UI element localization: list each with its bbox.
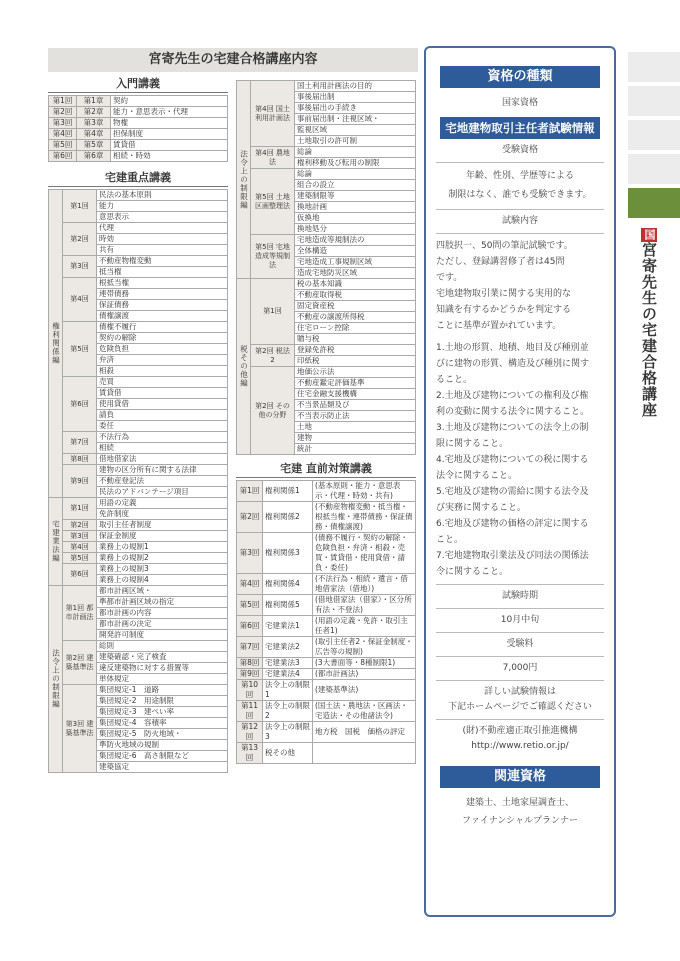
lesson-no: 第7回 <box>63 432 97 454</box>
lesson-detail: (用語の定義・免許・取引主任者1) <box>313 616 416 637</box>
topic: 弁済 <box>97 355 228 366</box>
lesson-no: 第3回 <box>49 118 77 129</box>
topic: 事後届出制 <box>295 92 416 103</box>
text-line: 限に関すること。 <box>436 439 509 449</box>
lesson-no: 第2回 建築基準法 <box>63 641 97 685</box>
text-line: ること。 <box>436 375 473 385</box>
side-strip-1 <box>628 52 680 82</box>
topic: 契約の解除 <box>97 333 228 344</box>
table-row <box>49 454 228 465</box>
table-row <box>49 542 228 553</box>
lesson-topic: 税その他 <box>263 743 313 764</box>
topic: 請負 <box>97 410 228 421</box>
topic: 免許制度 <box>97 509 228 520</box>
divider <box>436 584 604 585</box>
lesson-topic: 法令上の制限3 <box>263 722 313 743</box>
topic: 使用貸借 <box>97 399 228 410</box>
text-line: 知識を有するかどうかを判定する <box>436 305 572 315</box>
topic: 共有 <box>97 245 228 256</box>
table-row <box>49 151 228 162</box>
chapter-no: 第2章 <box>77 107 111 118</box>
chapter-no: 第3章 <box>77 118 111 129</box>
lesson-topic: 権利関係4 <box>263 574 313 595</box>
focus-title: 宅建重点講義 <box>48 170 228 187</box>
lesson-no: 第6回 <box>63 377 97 432</box>
topic: 準都市計画区域の指定 <box>97 597 228 608</box>
topic: 用語の定義 <box>97 498 228 509</box>
chapter-no: 第4章 <box>77 129 111 140</box>
text-line: 詳しい試験情報は <box>483 687 556 697</box>
topic: 集団規定-5 防火地域・ <box>97 729 228 740</box>
topic: 換地処分 <box>295 224 416 235</box>
table-row <box>237 574 416 595</box>
lesson-detail: (不動産物権変動・抵当権・根抵当権・連帯債務・保証債務・債権譲渡) <box>313 502 416 533</box>
topic: 総論 <box>295 147 416 158</box>
table-row <box>49 129 228 140</box>
topic: 統計 <box>295 444 416 455</box>
chapter-no: 第5章 <box>77 140 111 151</box>
lesson-topic: 権利関係3 <box>263 533 313 574</box>
lesson-detail: (債務不履行・契約の解除・危険負担・弁済・相殺・売買・賃貸借・使用貸借・請負・委任) <box>313 533 416 574</box>
topic: 集団規定-6 高さ制限など <box>97 751 228 762</box>
topic: 保証債務 <box>97 300 228 311</box>
intro-table <box>48 95 228 162</box>
table-row <box>49 377 228 388</box>
topic: 宅地造成工事規制区域 <box>295 257 416 268</box>
lesson-no: 第8回 <box>237 658 263 669</box>
topic: 委任 <box>97 421 228 432</box>
table-row <box>237 595 416 616</box>
lesson-no: 第10回 <box>237 680 263 701</box>
label-time: 試験時期 <box>501 591 538 601</box>
text-line: 2.土地及び建物についての権利及び権 <box>436 391 589 401</box>
text-line: 7.宅地建物取引業法及び同法の関係法 <box>436 551 589 561</box>
topic: 権利移動及び転用の制限 <box>295 158 416 169</box>
text-line: 3.土地及び建物についての法令上の制 <box>436 423 589 433</box>
topic: 建築確認・完了検査 <box>97 652 228 663</box>
text-line: 制限はなく、誰でも受験できます。 <box>448 190 592 200</box>
topic: 土地 <box>295 422 416 433</box>
qual-text <box>426 167 614 205</box>
topic: 不動産物権変動 <box>97 256 228 267</box>
topic: 集団規定-4 容積率 <box>97 718 228 729</box>
side-strip-4 <box>628 154 680 184</box>
lesson-no: 第3回 建築基準法 <box>63 685 97 773</box>
text-line: ただし、登録講習修了者は45問 <box>436 257 565 267</box>
topic: 代理 <box>97 223 228 234</box>
table-row <box>49 190 228 201</box>
divider <box>436 656 604 657</box>
lesson-no: 第4回 <box>63 542 97 553</box>
lesson-no: 第6回 <box>49 151 77 162</box>
lesson-no: 第5回 <box>63 322 97 377</box>
left-column <box>48 76 228 773</box>
text-line: 下記ホームページでご確認ください <box>448 702 592 712</box>
lesson-topic: 法令上の制限1 <box>263 680 313 701</box>
table-row <box>237 169 416 180</box>
topic: 民法のアドバンテージ項目 <box>97 487 228 498</box>
text-line: 建築士、土地家屋調査士、 <box>465 798 574 808</box>
topic: 抵当権 <box>97 267 228 278</box>
pre-title: 宅建 直前対策講義 <box>236 461 416 478</box>
text-line: 四肢択一、50問の筆記試験です。 <box>436 241 573 251</box>
topic: 債権譲渡 <box>97 311 228 322</box>
lesson-detail: (建築基準法) <box>313 680 416 701</box>
org-url[interactable]: http://www.retio.or.jp/ <box>471 741 569 751</box>
table-row <box>237 345 416 356</box>
lesson-detail: (国土法・農地法・区画法・宅造法・その他諸法令) <box>313 701 416 722</box>
topic: 業務上の規制3 <box>97 564 228 575</box>
lesson-no: 第12回 <box>237 722 263 743</box>
topic: 不動産取得税 <box>295 290 416 301</box>
topic: 印紙税 <box>295 356 416 367</box>
lesson-no: 第1回 <box>49 96 77 107</box>
lesson-topic: 法令上の制限2 <box>263 701 313 722</box>
chapter-title: 相続・時効 <box>111 151 228 162</box>
lesson-no: 第5回 <box>49 140 77 151</box>
table-row <box>237 616 416 637</box>
table-row <box>49 140 228 151</box>
chapter-title: 賃貸借 <box>111 140 228 151</box>
lesson-no: 第2回 その他の分野 <box>251 367 295 455</box>
topic: 売買 <box>97 377 228 388</box>
topic: 能力 <box>97 201 228 212</box>
group-label: 税その他編 <box>237 279 251 455</box>
table-row <box>237 502 416 533</box>
lesson-no: 第11回 <box>237 701 263 722</box>
lesson-detail: (都市計画法) <box>313 669 416 680</box>
lesson-no: 第6回 <box>63 564 97 586</box>
table-row <box>49 498 228 509</box>
chapter-title: 契約 <box>111 96 228 107</box>
topic: 業務上の規制2 <box>97 553 228 564</box>
topic: 総則 <box>97 641 228 652</box>
exam-fee: 7,000円 <box>502 663 538 673</box>
lesson-no: 第13回 <box>237 743 263 764</box>
topic: 保証金制度 <box>97 531 228 542</box>
chapter-no: 第1章 <box>77 96 111 107</box>
table-row <box>237 637 416 658</box>
lesson-topic: 宅建業法1 <box>263 616 313 637</box>
topic: 土地取引の許可制 <box>295 136 416 147</box>
divider <box>436 233 604 234</box>
topic: 単体規定 <box>97 674 228 685</box>
focus-table <box>48 189 228 773</box>
chapter-no: 第6章 <box>77 151 111 162</box>
lesson-topic: 権利関係2 <box>263 502 313 533</box>
table-row <box>237 701 416 722</box>
lesson-topic: 権利関係5 <box>263 595 313 616</box>
national-qual: 国家資格 <box>501 98 538 108</box>
mid-table <box>236 80 416 455</box>
intro-title: 入門講義 <box>48 76 228 93</box>
side-strip-3 <box>628 120 680 150</box>
topic: 建築協定 <box>97 762 228 773</box>
topic: 集団規定-3 建ぺい率 <box>97 707 228 718</box>
topic: 登録免許税 <box>295 345 416 356</box>
lesson-no: 第7回 <box>237 637 263 658</box>
side-strip-2 <box>628 86 680 116</box>
text-line: 4.宅地及び建物についての税に関する <box>436 455 589 465</box>
side-tab-active <box>628 188 680 218</box>
lesson-no: 第5回 <box>63 553 97 564</box>
lesson-topic: 宅建業法3 <box>263 658 313 669</box>
topic: 不動産の譲渡所得税 <box>295 312 416 323</box>
divider <box>436 209 604 210</box>
topic: 民法の基本原則 <box>97 190 228 201</box>
topic: 監視区域 <box>295 125 416 136</box>
divider <box>436 632 604 633</box>
table-row <box>49 118 228 129</box>
related-text <box>426 794 614 830</box>
label-qual: 受験資格 <box>501 145 538 155</box>
topic: 時効 <box>97 234 228 245</box>
table-row <box>237 279 416 290</box>
table-row <box>49 553 228 564</box>
topic: 集団規定-1 道路 <box>97 685 228 696</box>
qual-type-heading: 資格の種類 <box>440 66 600 88</box>
topic: 業務上の規制1 <box>97 542 228 553</box>
lesson-no: 第4回 <box>49 129 77 140</box>
lesson-detail: (3大書面等・8種制限1) <box>313 658 416 669</box>
topic: 根抵当権 <box>97 278 228 289</box>
divider <box>436 680 604 681</box>
lesson-detail: (取引主任者2・保証金制度・広告等の規制) <box>313 637 416 658</box>
table-row <box>49 432 228 443</box>
table-row <box>49 586 228 597</box>
lesson-no: 第5回 土地区画整理法 <box>251 169 295 235</box>
divider <box>436 608 604 609</box>
lesson-no: 第9回 <box>63 465 97 498</box>
lesson-topic: 宅建業法2 <box>263 637 313 658</box>
topic: 意思表示 <box>97 212 228 223</box>
topic: 事前届出制・注視区域・ <box>295 114 416 125</box>
text-line: 5.宅地及び建物の需給に関する法令及 <box>436 487 589 497</box>
topic: 違反建築物に対する措置等 <box>97 663 228 674</box>
text-line: こと。 <box>436 535 464 545</box>
text-line: 1.土地の形質、地積、地目及び種別並 <box>436 343 589 353</box>
table-row <box>49 520 228 531</box>
table-row <box>237 680 416 701</box>
topic: 借地借家法 <box>97 454 228 465</box>
divider <box>436 719 604 720</box>
lesson-no: 第6回 <box>237 616 263 637</box>
table-row <box>49 685 228 696</box>
topic: 開発許可制度 <box>97 630 228 641</box>
text-line: ことに基準が置かれています。 <box>436 321 562 331</box>
text-line: 年齢、性別、学歴等による <box>465 171 574 181</box>
lesson-detail: (借地借家法（借家）・区分所有法・不登法) <box>313 595 416 616</box>
side-mark: 国 <box>643 229 656 241</box>
lesson-no: 第5回 <box>237 595 263 616</box>
topic: 連帯債務 <box>97 289 228 300</box>
table-row <box>237 722 416 743</box>
table-row <box>49 465 228 476</box>
table-row <box>49 641 228 652</box>
table-row <box>237 147 416 158</box>
lesson-no: 第1回 都市計画法 <box>63 586 97 641</box>
text-line: ファイナンシャルプランナー <box>462 816 578 826</box>
exam-info-heading: 宅地建物取引主任者試験情報 <box>440 117 600 139</box>
exam-items <box>426 340 614 580</box>
text-line: 6.宅地及び建物の価格の評定に関する <box>436 519 589 529</box>
topic: 取引主任者制度 <box>97 520 228 531</box>
lesson-detail <box>313 743 416 764</box>
lesson-no: 第2回 <box>63 223 97 256</box>
pre-table <box>236 480 416 764</box>
topic: 事後届出の手続き <box>295 103 416 114</box>
lesson-no: 第3回 <box>237 533 263 574</box>
label-fee: 受験料 <box>506 639 534 649</box>
topic: 換地計画 <box>295 202 416 213</box>
topic: 固定資産税 <box>295 301 416 312</box>
topic: 税の基本知識 <box>295 279 416 290</box>
lesson-no: 第2回 税法2 <box>251 345 295 367</box>
lesson-no: 第4回 国土利用計画法 <box>251 81 295 147</box>
table-row <box>237 367 416 378</box>
table-row <box>237 658 416 669</box>
text-line: 令に関すること。 <box>436 567 509 577</box>
lesson-no: 第3回 <box>63 256 97 278</box>
lesson-detail: 地方税 国税 価格の評定 <box>313 722 416 743</box>
exam-text <box>426 238 614 334</box>
topic: 建物の区分所有に関する法律 <box>97 465 228 476</box>
lesson-no: 第5回 宅地造成等規制法 <box>251 235 295 279</box>
table-row <box>49 531 228 542</box>
topic: 住宅ローン控除 <box>295 323 416 334</box>
text-line: です。 <box>436 273 463 283</box>
table-row <box>49 107 228 118</box>
topic: 組合の設立 <box>295 180 416 191</box>
topic: 準防火地域の規制 <box>97 740 228 751</box>
table-row <box>49 223 228 234</box>
lesson-no: 第4回 <box>63 278 97 322</box>
side-title-text: 宮寄先生の宅建合格講座 <box>640 242 658 418</box>
topic: 相続 <box>97 443 228 454</box>
topic: 宅地造成等規制法の <box>295 235 416 246</box>
table-row <box>237 481 416 502</box>
table-row <box>237 669 416 680</box>
topic: 造成宅地防災区域 <box>295 268 416 279</box>
table-row <box>237 235 416 246</box>
topic: 賃貸借 <box>97 388 228 399</box>
lesson-detail: (基本原則・能力・意思表示・代理・時効・共有) <box>313 481 416 502</box>
topic: 建物 <box>295 433 416 444</box>
topic: 都市計画の内容 <box>97 608 228 619</box>
text-line: びに建物の形質、構造及び種別に関す <box>436 359 590 369</box>
topic: 業務上の規制4 <box>97 575 228 586</box>
table-row <box>237 81 416 92</box>
mid-column <box>236 80 416 764</box>
table-row <box>49 278 228 289</box>
text-line: 宅地建物取引業に関する実用的な <box>436 289 572 299</box>
page-title: 宮寄先生の宅建合格講座内容 <box>48 48 418 72</box>
lesson-detail: (不法行為・相続・遺言・借地借家法（借地）) <box>313 574 416 595</box>
topic: 不法行為 <box>97 432 228 443</box>
topic: 総論 <box>295 169 416 180</box>
table-row <box>49 322 228 333</box>
divider <box>436 162 604 163</box>
label-exam: 試験内容 <box>501 216 538 226</box>
topic: 不動産鑑定評価基準 <box>295 378 416 389</box>
table-row <box>49 564 228 575</box>
exam-time: 10月中旬 <box>500 615 540 625</box>
text-line: び実務に関すること。 <box>436 503 527 513</box>
topic: 集団規定-2 用途制限 <box>97 696 228 707</box>
topic: 危険負担 <box>97 344 228 355</box>
lesson-topic: 権利関係1 <box>263 481 313 502</box>
topic: 都市計画の決定 <box>97 619 228 630</box>
topic: 地価公示法 <box>295 367 416 378</box>
group-label: 権利関係編 <box>49 190 63 498</box>
topic: 不当景品類及び <box>295 400 416 411</box>
chapter-title: 担保制度 <box>111 129 228 140</box>
text-line: 法令に関すること。 <box>436 471 518 481</box>
lesson-no: 第1回 <box>63 498 97 520</box>
lesson-no: 第4回 <box>237 574 263 595</box>
lesson-topic: 宅建業法4 <box>263 669 313 680</box>
table-row <box>49 256 228 267</box>
lesson-no: 第2回 <box>237 502 263 533</box>
lesson-no: 第1回 <box>63 190 97 223</box>
chapter-title: 物権 <box>111 118 228 129</box>
detail-text <box>426 685 614 715</box>
lesson-no: 第9回 <box>237 669 263 680</box>
topic: 国土利用計画法の目的 <box>295 81 416 92</box>
related-heading: 関連資格 <box>440 766 600 788</box>
lesson-no: 第8回 <box>63 454 97 465</box>
topic: 住宅金融支援機構 <box>295 389 416 400</box>
side-title <box>636 228 660 418</box>
chapter-title: 能力・意思表示・代理 <box>111 107 228 118</box>
table-row <box>237 533 416 574</box>
topic: 不動産登記法 <box>97 476 228 487</box>
topic: 仮換地 <box>295 213 416 224</box>
table-row <box>237 743 416 764</box>
topic: 相殺 <box>97 366 228 377</box>
group-label: 法令上の制限編 <box>237 81 251 279</box>
group-label: 宅建業法編 <box>49 498 63 586</box>
topic: 建築制限等 <box>295 191 416 202</box>
topic: 全体構造 <box>295 246 416 257</box>
lesson-no: 第3回 <box>63 531 97 542</box>
lesson-no: 第4回 農地法 <box>251 147 295 169</box>
topic: 贈与税 <box>295 334 416 345</box>
topic: 債権不履行 <box>97 322 228 333</box>
text-line: 利の変動に関する法令に関すること。 <box>436 407 590 417</box>
topic: 不当表示防止法 <box>295 411 416 422</box>
table-row <box>49 96 228 107</box>
lesson-no: 第1回 <box>251 279 295 345</box>
group-label: 法令上の制限編 <box>49 586 63 773</box>
topic: 都市計画区域・ <box>97 586 228 597</box>
org-name: (財)不動産適正取引推進機構 <box>462 726 578 736</box>
lesson-no: 第1回 <box>237 481 263 502</box>
lesson-no: 第2回 <box>63 520 97 531</box>
lesson-no: 第2回 <box>49 107 77 118</box>
exam-info-box <box>424 46 616 917</box>
